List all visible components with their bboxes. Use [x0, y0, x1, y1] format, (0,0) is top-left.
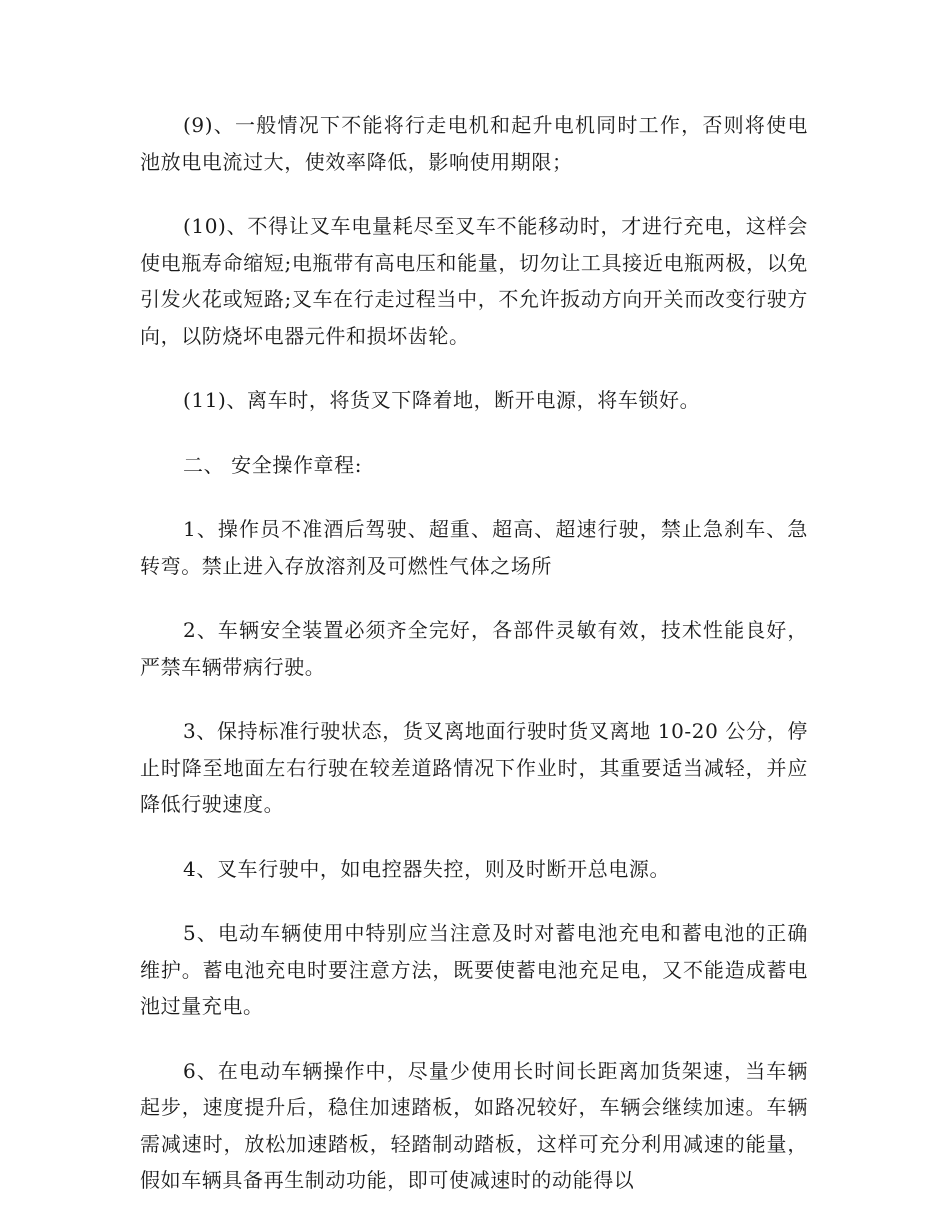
- paragraph-rule-4: 4、叉车行驶中，如电控器失控，则及时断开总电源。: [183, 856, 671, 881]
- paragraph-rule-1: 1、操作员不准酒后驾驶、超重、超高、超速行驶，禁止急刹车、急转弯。禁止进入存放溶剂及可燃性气体之场所: [140, 517, 808, 578]
- section-heading-safety-rules: 二、 安全操作章程:: [183, 452, 363, 477]
- paragraph-rule-5: 5、电动车辆使用中特别应当注意及时对蓄电池充电和蓄电池的正确维护。蓄电池充电时要注意方法，既要使蓄电池充足电，又不能造成蓄电池过量充电。: [140, 921, 808, 1018]
- paragraph-item-9: (9)、一般情况下不能将行走电机和起升电机同时工作，否则将使电池放电电流过大，使效率降低，影响使用期限；: [140, 113, 808, 174]
- paragraph-rule-6: 6、在电动车辆操作中，尽量少使用长时间长距离加货架速，当车辆起步，速度提升后，稳住加速踏板，如路况较好，车辆会继续加速。车辆需减速时，放松加速踏板，轻踏制动踏板，这样可充分利用减速的能量，假如车辆具备再生制动功能，即可使减速时的动能得以: [140, 1058, 808, 1192]
- paragraph-item-10: (10)、不得让叉车电量耗尽至叉车不能移动时，才进行充电，这样会使电瓶寿命缩短;电瓶带有高电压和能量，切勿让工具接近电瓶两极，以免引发火花或短路;叉车在行走过程当中，不允许扳动方向开关而改变行驶方向，以防烧坏电器元件和损坏齿轮。: [140, 214, 808, 348]
- paragraph-rule-2: 2、车辆安全装置必须齐全完好，各部件灵敏有效，技术性能良好，严禁车辆带病行驶。: [140, 618, 808, 679]
- document-body: [140, 107, 808, 1227]
- paragraph-item-11: (11)、离车时，将货叉下降着地，断开电源，将车锁好。: [183, 388, 701, 412]
- paragraph-rule-3: 3、保持标准行驶状态，货叉离地面行驶时货叉离地 10-20 公分，停止时降至地面左右行驶在较差道路情况下作业时，其重要适当减轻，并应降低行驶速度。: [140, 719, 808, 816]
